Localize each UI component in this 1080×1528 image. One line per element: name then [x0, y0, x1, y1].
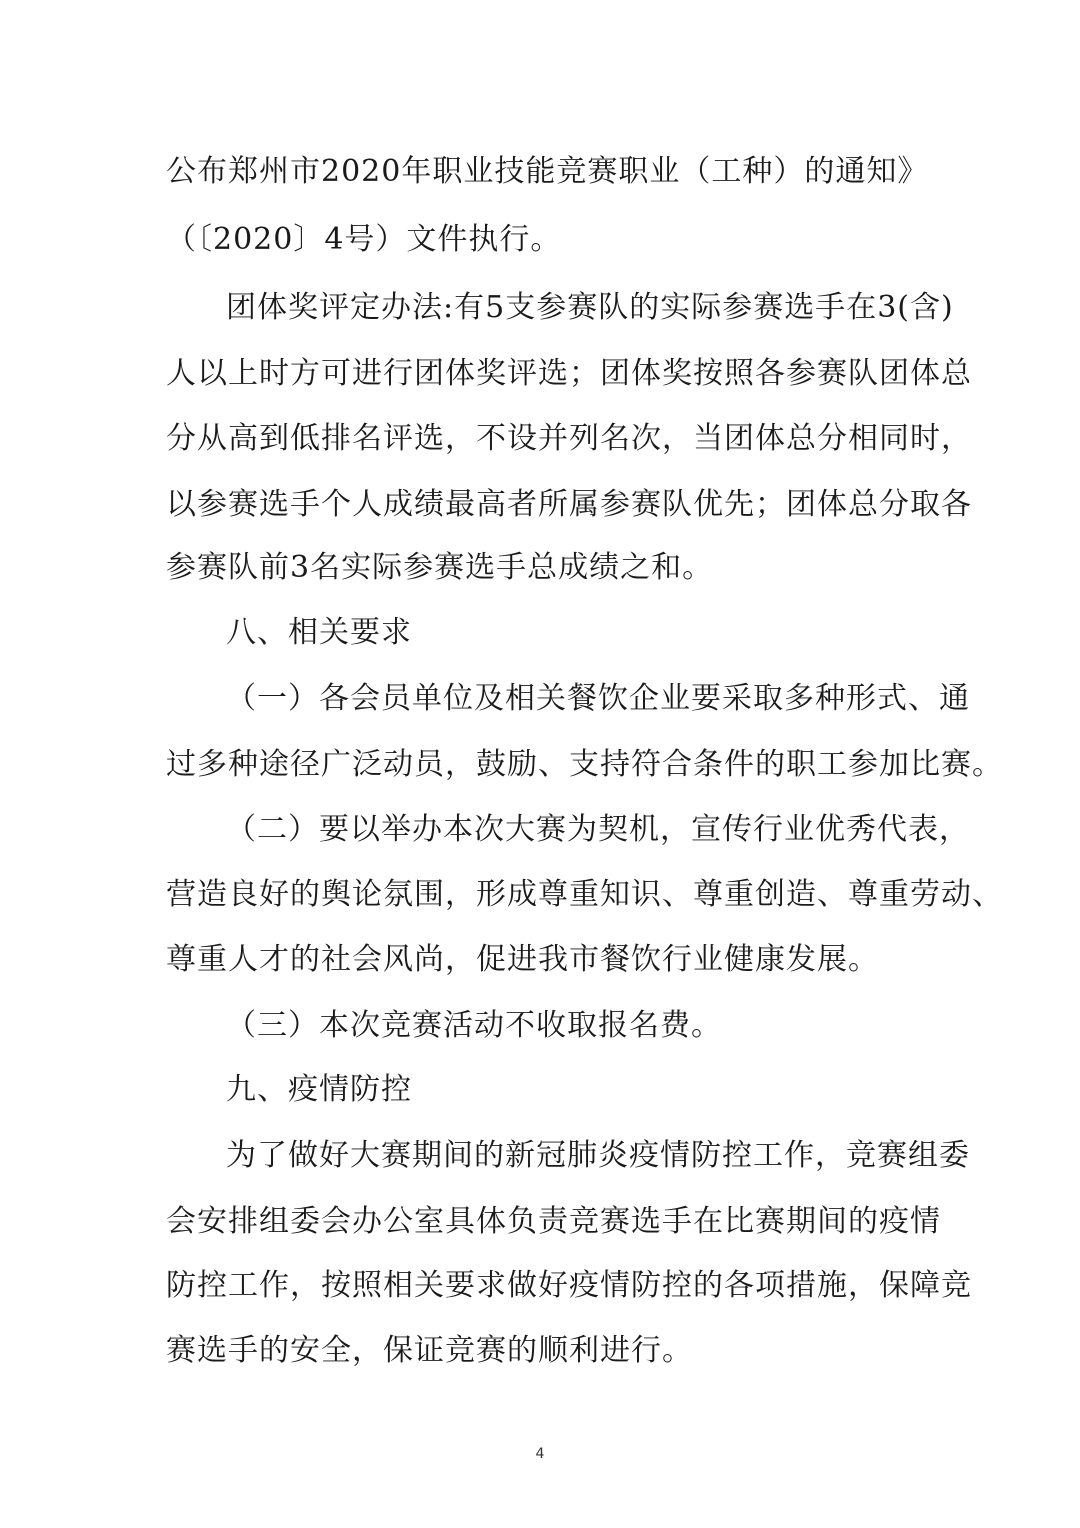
section-heading: 九、疫情防控: [226, 1072, 412, 1107]
paragraph-line: 人以上时方可进行团体奖评选；团体奖按照各参赛队团体总: [166, 356, 972, 391]
paragraph-line: 为了做好大赛期间的新冠肺炎疫情防控工作，竞赛组委: [226, 1138, 970, 1173]
paragraph-line: 过多种途径广泛动员，鼓励、支持符合条件的职工参加比赛。: [166, 747, 1003, 782]
paragraph-line: （三）本次竞赛活动不收取报名费。: [226, 1008, 722, 1043]
section-heading: 八、相关要求: [226, 615, 412, 650]
paragraph-line: （〔2020〕4号）文件执行。: [166, 222, 562, 257]
page-number: 4: [535, 1446, 545, 1462]
paragraph-line: （一）各会员单位及相关餐饮企业要采取多种形式、通: [226, 681, 970, 716]
paragraph-line: 赛选手的安全，保证竞赛的顺利进行。: [166, 1333, 693, 1368]
paragraph-line: 防控工作，按照相关要求做好疫情防控的各项措施，保障竞: [166, 1268, 972, 1303]
paragraph-line: 营造良好的舆论氛围，形成尊重知识、尊重创造、尊重劳动、: [166, 877, 1003, 912]
paragraph-line: 以参赛选手个人成绩最高者所属参赛队优先；团体总分取各: [166, 487, 972, 522]
paragraph-line: 参赛队前3名实际参赛选手总成绩之和。: [166, 550, 714, 585]
paragraph-line: 会安排组委会办公室具体负责竞赛选手在比赛期间的疫情: [166, 1204, 941, 1239]
paragraph-line: 尊重人才的社会风尚，促进我市餐饮行业健康发展。: [166, 942, 879, 977]
paragraph-line: 团体奖评定办法:有5支参赛队的实际参赛选手在3(含): [226, 290, 954, 325]
paragraph-line: 分从高到低排名评选，不设并列名次，当团体总分相同时，: [166, 421, 972, 456]
paragraph-line: （二）要以举办本次大赛为契机，宣传行业优秀代表，: [226, 812, 970, 847]
paragraph-line: 公布郑州市2020年职业技能竞赛职业（工种）的通知》: [166, 154, 929, 189]
